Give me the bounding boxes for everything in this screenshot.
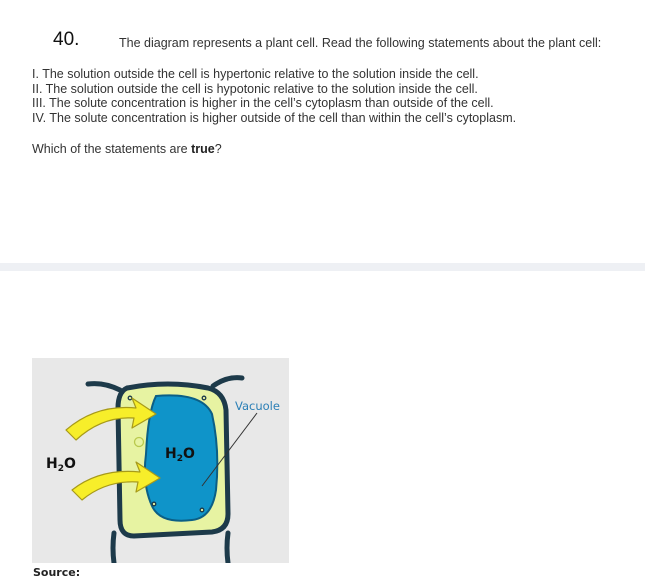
statement-1: I. The solution outside the cell is hypertonic relative to the solution inside the cell. xyxy=(32,67,479,81)
statement-list xyxy=(32,67,516,125)
organelle-dot xyxy=(152,502,156,506)
inside-o: O xyxy=(182,446,195,462)
organelle-dot xyxy=(200,508,204,512)
inside-sub: 2 xyxy=(176,454,183,464)
outside-sub: 2 xyxy=(57,464,64,474)
section-divider xyxy=(0,263,645,271)
organelle-dot xyxy=(202,396,206,400)
plant-cell-diagram xyxy=(32,358,289,563)
question-prompt: The diagram represents a plant cell. Read the following statements about the plant cell: xyxy=(119,36,602,50)
inside-h: H xyxy=(165,446,177,462)
ask-bold: true xyxy=(191,142,215,156)
outside-o: O xyxy=(63,456,76,472)
outside-h: H xyxy=(46,456,58,472)
question-ask xyxy=(32,142,222,156)
statement-3: III. The solute concentration is higher in the cell’s cytoplasm than outside of the cell. xyxy=(32,96,494,111)
statement-4: IV. The solute concentration is higher outside of the cell than within the cell’s cytoplasm. xyxy=(32,110,517,125)
organelle-dot xyxy=(135,438,144,447)
ask-suffix: ? xyxy=(214,142,222,156)
vacuole-label: Vacuole xyxy=(235,399,280,413)
question-number: 40. xyxy=(53,29,80,50)
ask-prefix: Which of the statements are xyxy=(32,142,192,156)
source-label: Source: xyxy=(33,566,81,579)
organelle-dot xyxy=(128,396,132,400)
statement-2: II. The solution outside the cell is hypotonic relative to the solution inside the cell. xyxy=(32,81,478,96)
